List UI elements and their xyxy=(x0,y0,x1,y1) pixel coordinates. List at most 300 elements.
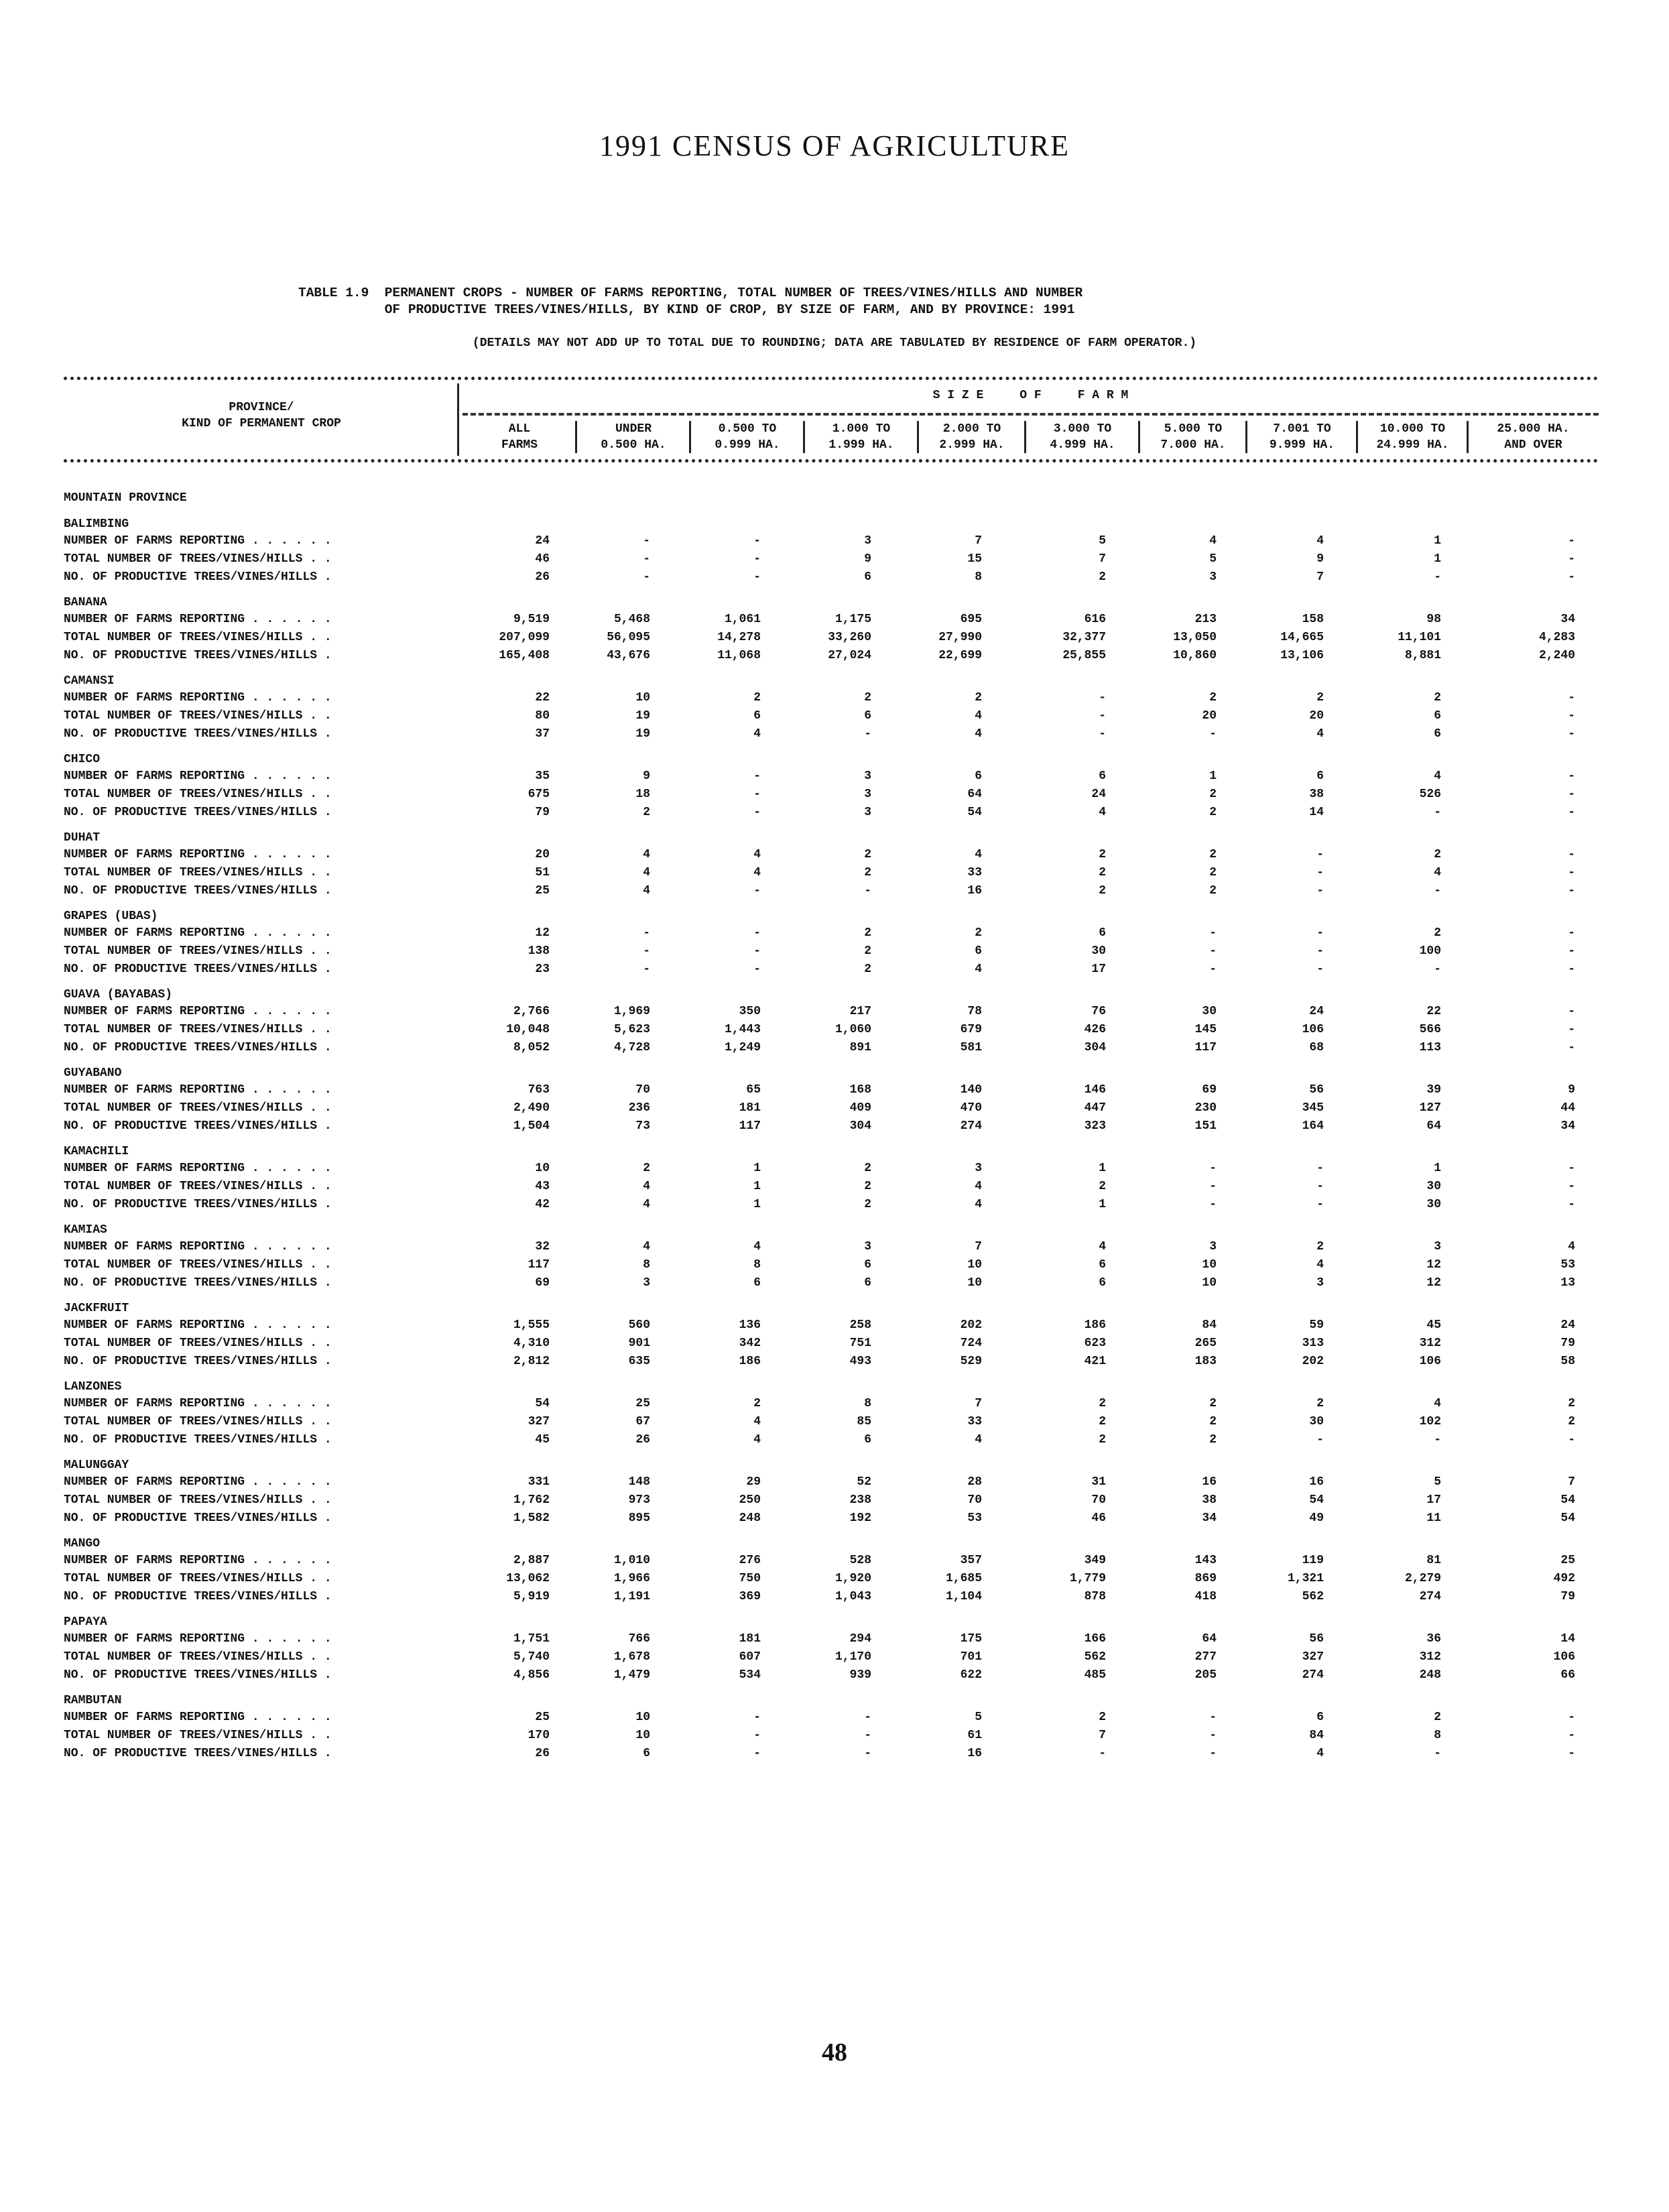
table-cell: 1,175 xyxy=(834,613,871,626)
column-header xyxy=(1026,421,1139,453)
table-cell: 33 xyxy=(967,866,982,879)
table-cell: 1,678 xyxy=(613,1650,650,1664)
table-cell: - xyxy=(1568,1041,1575,1054)
table-cell: - xyxy=(1568,788,1575,801)
table-cell: 9 xyxy=(1568,1083,1575,1097)
table-cell: 20 xyxy=(1309,709,1324,723)
table-cell: 6 xyxy=(1099,1258,1106,1272)
column-header-line-2: 0.500 HA. xyxy=(601,438,666,452)
table-cell: - xyxy=(1568,1162,1575,1175)
table-cell: 166 xyxy=(1084,1632,1106,1646)
table-cell: 4 xyxy=(975,1180,982,1193)
table-cell: 2 xyxy=(864,963,871,976)
table-cell: - xyxy=(643,570,650,584)
crop-block xyxy=(64,1536,1599,1606)
table-cell: 10 xyxy=(635,1729,650,1742)
table-cell: 4 xyxy=(1099,806,1106,819)
table-cell: 4 xyxy=(1099,1240,1106,1253)
table-cell: 119 xyxy=(1302,1554,1324,1567)
table-cell: 24 xyxy=(535,534,550,548)
table-cell: 36 xyxy=(1426,1632,1441,1646)
table-cell: 3 xyxy=(864,1240,871,1253)
table-cell: 560 xyxy=(628,1318,650,1332)
row-label: NUMBER OF FARMS REPORTING . . . . . . xyxy=(64,1397,332,1410)
table-cell: 67 xyxy=(635,1415,650,1428)
column-header-line-2: 1.999 HA. xyxy=(828,438,894,452)
table-cell: 1,582 xyxy=(513,1512,550,1525)
table-cell: 3 xyxy=(864,806,871,819)
table-cell: 4,310 xyxy=(513,1337,550,1350)
crop-name: MALUNGGAY xyxy=(64,1459,129,1472)
stub-header xyxy=(64,400,459,432)
table-cell: 4 xyxy=(643,848,650,861)
row-label: NUMBER OF FARMS REPORTING . . . . . . xyxy=(64,1554,332,1567)
column-divider xyxy=(1356,421,1358,453)
table-cell: 274 xyxy=(960,1119,982,1133)
table-cell: - xyxy=(1568,848,1575,861)
table-cell: - xyxy=(1568,1198,1575,1211)
table-cell: 2 xyxy=(1568,1397,1575,1410)
table-cell: - xyxy=(1099,709,1106,723)
table-row xyxy=(64,1431,1599,1449)
table-cell: 16 xyxy=(967,1747,982,1760)
table-cell: 26 xyxy=(535,1747,550,1760)
table-cell: 6 xyxy=(864,1276,871,1290)
caption-line-1: TABLE 1.9 PERMANENT CROPS - NUMBER OF FARMS REPORTING, TOTAL NUMBER OF TREES/VINES/HILLS AND NUMBER xyxy=(298,286,1083,300)
table-cell: 138 xyxy=(528,944,550,958)
table-cell: 2 xyxy=(753,691,761,704)
table-row xyxy=(64,1709,1599,1727)
table-cell: 6 xyxy=(975,944,982,958)
table-cell: 35 xyxy=(535,770,550,783)
column-header-line-1: 3.000 TO xyxy=(1053,422,1112,436)
table-cell: 79 xyxy=(535,806,550,819)
table-cell: 98 xyxy=(1426,613,1441,626)
table-cell: 1 xyxy=(1434,552,1441,566)
table-cell: 6 xyxy=(1099,1276,1106,1290)
table-cell: 59 xyxy=(1309,1318,1324,1332)
table-cell: 622 xyxy=(960,1668,982,1682)
table-cell: 248 xyxy=(739,1512,761,1525)
table-row xyxy=(64,786,1599,804)
table-cell: 38 xyxy=(1309,788,1324,801)
table-cell: 581 xyxy=(960,1041,982,1054)
table-cell: 2 xyxy=(1316,1240,1324,1253)
table-cell: 1,779 xyxy=(1069,1572,1106,1585)
table-row xyxy=(64,689,1599,707)
table-cell: - xyxy=(1434,570,1441,584)
table-cell: 213 xyxy=(1194,613,1217,626)
table-cell: 207,099 xyxy=(499,631,550,644)
table-cell: 2 xyxy=(864,848,871,861)
row-label: TOTAL NUMBER OF TREES/VINES/HILLS . . xyxy=(64,1415,332,1428)
table-cell: 33 xyxy=(967,1415,982,1428)
table-cell: 274 xyxy=(1302,1668,1324,1682)
table-cell: 69 xyxy=(1202,1083,1217,1097)
table-cell: 3 xyxy=(975,1162,982,1175)
table-cell: 39 xyxy=(1426,1083,1441,1097)
table-cell: 84 xyxy=(1309,1729,1324,1742)
table-row xyxy=(64,647,1599,665)
table-cell: 4 xyxy=(975,727,982,741)
table-cell: 56 xyxy=(1309,1083,1324,1097)
table-cell: 10 xyxy=(1202,1258,1217,1272)
table-cell: 7 xyxy=(975,1397,982,1410)
table-cell: - xyxy=(1568,570,1575,584)
row-label: NO. OF PRODUCTIVE TREES/VINES/HILLS . xyxy=(64,1668,332,1682)
crop-block xyxy=(64,1614,1599,1684)
table-cell: 2 xyxy=(1209,1433,1217,1447)
table-cell: 15 xyxy=(967,552,982,566)
table-cell: 25,855 xyxy=(1062,649,1106,662)
row-label: TOTAL NUMBER OF TREES/VINES/HILLS . . xyxy=(64,866,332,879)
row-label: NUMBER OF FARMS REPORTING . . . . . . xyxy=(64,1318,332,1332)
table-cell: 13,106 xyxy=(1280,649,1324,662)
table-cell: 32 xyxy=(535,1240,550,1253)
table-cell: 2 xyxy=(1209,806,1217,819)
column-header-line-1: 1.000 TO xyxy=(832,422,891,436)
table-cell: - xyxy=(753,534,761,548)
table-cell: 5,623 xyxy=(613,1023,650,1036)
table-cell: 186 xyxy=(739,1355,761,1368)
table-cell: 2 xyxy=(1099,1397,1106,1410)
table-cell: 3 xyxy=(864,770,871,783)
table-cell: - xyxy=(1209,1729,1217,1742)
table-cell: 69 xyxy=(535,1276,550,1290)
crop-name: BALIMBING xyxy=(64,517,129,531)
table-cell: 12 xyxy=(535,926,550,940)
table-cell: 22 xyxy=(1426,1005,1441,1018)
table-cell: 4 xyxy=(643,866,650,879)
table-cell: 70 xyxy=(967,1493,982,1507)
document-title: 1991 CENSUS OF AGRICULTURE xyxy=(599,129,1070,162)
table-cell: 2,887 xyxy=(513,1554,550,1567)
row-label: NUMBER OF FARMS REPORTING . . . . . . xyxy=(64,1240,332,1253)
table-cell: 143 xyxy=(1194,1554,1217,1567)
table-cell: 25 xyxy=(535,884,550,898)
table-cell: 236 xyxy=(628,1101,650,1115)
table-cell: 4 xyxy=(1316,1258,1324,1272)
table-cell: 2 xyxy=(1434,926,1441,940)
table-cell: 566 xyxy=(1419,1023,1441,1036)
table-cell: 248 xyxy=(1419,1668,1441,1682)
table-cell: 27,990 xyxy=(938,631,982,644)
table-cell: 6 xyxy=(753,1276,761,1290)
table-cell: 127 xyxy=(1419,1101,1441,1115)
table-cell: - xyxy=(1568,1711,1575,1724)
table-cell: 869 xyxy=(1194,1572,1217,1585)
table-cell: 26 xyxy=(635,1433,650,1447)
row-label: NUMBER OF FARMS REPORTING . . . . . . xyxy=(64,1005,332,1018)
table-cell: - xyxy=(1434,963,1441,976)
table-cell: 64 xyxy=(1426,1119,1441,1133)
table-cell: 2 xyxy=(1209,884,1217,898)
table-cell: 2 xyxy=(1434,1711,1441,1724)
table-cell: - xyxy=(1316,848,1324,861)
table-cell: 1,010 xyxy=(613,1554,650,1567)
table-cell: 4 xyxy=(753,727,761,741)
crop-block xyxy=(64,516,1599,587)
table-row xyxy=(64,1274,1599,1292)
table-cell: 1,061 xyxy=(724,613,761,626)
table-cell: 426 xyxy=(1084,1023,1106,1036)
table-cell: 186 xyxy=(1084,1318,1106,1332)
table-cell: 276 xyxy=(739,1554,761,1567)
table-cell: 4 xyxy=(975,1433,982,1447)
table-cell: 10,860 xyxy=(1173,649,1217,662)
table-cell: 16 xyxy=(1202,1475,1217,1489)
table-cell: 2 xyxy=(1209,1415,1217,1428)
table-cell: 7 xyxy=(975,1240,982,1253)
table-cell: 1 xyxy=(753,1198,761,1211)
table-cell: 10 xyxy=(635,691,650,704)
table-cell: 891 xyxy=(849,1041,871,1054)
table-cell: 51 xyxy=(535,866,550,879)
table-cell: - xyxy=(753,806,761,819)
table-cell: 1,043 xyxy=(834,1590,871,1603)
table-cell: 17 xyxy=(1426,1493,1441,1507)
table-row xyxy=(64,1413,1599,1431)
table-row xyxy=(64,568,1599,587)
table-cell: 4 xyxy=(753,1433,761,1447)
table-cell: 2,279 xyxy=(1404,1572,1441,1585)
table-cell: 18 xyxy=(635,788,650,801)
table-cell: 151 xyxy=(1194,1119,1217,1133)
table-cell: 2,812 xyxy=(513,1355,550,1368)
table-cell: 5,919 xyxy=(513,1590,550,1603)
table-cell: 2 xyxy=(864,1198,871,1211)
table-cell: 562 xyxy=(1302,1590,1324,1603)
table-cell: 4 xyxy=(1434,866,1441,879)
table-cell: 165,408 xyxy=(499,649,550,662)
table-cell: 24 xyxy=(1091,788,1106,801)
table-cell: 117 xyxy=(528,1258,550,1272)
table-row xyxy=(64,767,1599,786)
province-heading: MOUNTAIN PROVINCE xyxy=(64,491,187,505)
table-cell: 22,699 xyxy=(938,649,982,662)
row-label: NUMBER OF FARMS REPORTING . . . . . . xyxy=(64,1162,332,1175)
table-cell: 2 xyxy=(1316,1397,1324,1410)
row-label: TOTAL NUMBER OF TREES/VINES/HILLS . . xyxy=(64,1729,332,1742)
table-row xyxy=(64,707,1599,725)
table-cell: 30 xyxy=(1426,1180,1441,1193)
table-cell: - xyxy=(1209,1747,1217,1760)
table-cell: - xyxy=(1434,1747,1441,1760)
table-cell: 12 xyxy=(1426,1276,1441,1290)
column-header-line-1: ALL xyxy=(508,422,531,436)
table-cell: 2 xyxy=(1099,884,1106,898)
row-label: TOTAL NUMBER OF TREES/VINES/HILLS . . xyxy=(64,944,332,958)
table-cell: - xyxy=(753,570,761,584)
table-cell: 158 xyxy=(1302,613,1324,626)
table-cell: 529 xyxy=(960,1355,982,1368)
table-cell: 751 xyxy=(849,1337,871,1350)
table-cell: - xyxy=(753,1729,761,1742)
table-row xyxy=(64,1021,1599,1039)
table-cell: 1,762 xyxy=(513,1493,550,1507)
table-cell: 409 xyxy=(849,1101,871,1115)
table-cell: 369 xyxy=(739,1590,761,1603)
table-cell: - xyxy=(1099,691,1106,704)
table-cell: - xyxy=(1316,866,1324,879)
table-cell: 2 xyxy=(1099,570,1106,584)
table-cell: 5 xyxy=(975,1711,982,1724)
table-cell: 323 xyxy=(1084,1119,1106,1133)
table-cell: 2 xyxy=(864,866,871,879)
table-cell: - xyxy=(1209,963,1217,976)
table-cell: - xyxy=(1568,770,1575,783)
table-cell: - xyxy=(1568,709,1575,723)
crop-block xyxy=(64,1065,1599,1135)
crop-name: DUHAT xyxy=(64,831,101,845)
table-cell: 10 xyxy=(535,1162,550,1175)
table-row xyxy=(64,1081,1599,1099)
column-header-line-1: 7.001 TO xyxy=(1273,422,1331,436)
crop-name: KAMACHILI xyxy=(64,1145,129,1158)
table-cell: 8 xyxy=(1434,1729,1441,1742)
table-cell: 2 xyxy=(643,806,650,819)
table-cell: 878 xyxy=(1084,1590,1106,1603)
header-top-rule xyxy=(64,377,1599,380)
table-cell: 8,881 xyxy=(1404,649,1441,662)
table-cell: 5 xyxy=(1209,552,1217,566)
table-cell: 1 xyxy=(1099,1198,1106,1211)
table-cell: 2 xyxy=(1209,788,1217,801)
column-divider xyxy=(1467,421,1469,453)
table-cell: - xyxy=(1316,1433,1324,1447)
row-label: TOTAL NUMBER OF TREES/VINES/HILLS . . xyxy=(64,1337,332,1350)
table-cell: 350 xyxy=(739,1005,761,1018)
row-label: NO. OF PRODUCTIVE TREES/VINES/HILLS . xyxy=(64,1590,332,1603)
table-cell: 181 xyxy=(739,1101,761,1115)
crop-name: RAMBUTAN xyxy=(64,1694,122,1707)
crop-block xyxy=(64,673,1599,743)
table-cell: 56 xyxy=(1309,1632,1324,1646)
column-header xyxy=(1139,421,1247,453)
row-label: TOTAL NUMBER OF TREES/VINES/HILLS . . xyxy=(64,1180,332,1193)
row-label: TOTAL NUMBER OF TREES/VINES/HILLS . . xyxy=(64,631,332,644)
table-cell: - xyxy=(753,926,761,940)
table-row xyxy=(64,1196,1599,1214)
table-row xyxy=(64,550,1599,568)
column-header xyxy=(804,421,918,453)
table-cell: 1,191 xyxy=(613,1590,650,1603)
table-cell: 5 xyxy=(1434,1475,1441,1489)
table-row xyxy=(64,1552,1599,1570)
table-cell: 4 xyxy=(975,1198,982,1211)
column-header-line-2: AND OVER xyxy=(1504,438,1562,452)
table-row xyxy=(64,961,1599,979)
crop-name: GUYABANO xyxy=(64,1066,122,1080)
column-divider xyxy=(689,421,691,453)
table-cell: 2 xyxy=(1434,848,1441,861)
table-cell: - xyxy=(643,944,650,958)
table-cell: 70 xyxy=(635,1083,650,1097)
row-label: TOTAL NUMBER OF TREES/VINES/HILLS . . xyxy=(64,1493,332,1507)
row-label: NUMBER OF FARMS REPORTING . . . . . . xyxy=(64,848,332,861)
table-cell: 7 xyxy=(1099,552,1106,566)
table-cell: 34 xyxy=(1560,613,1575,626)
column-header xyxy=(576,421,690,453)
table-cell: 54 xyxy=(1309,1493,1324,1507)
table-cell: 4 xyxy=(643,1198,650,1211)
table-cell: - xyxy=(1568,866,1575,879)
table-row xyxy=(64,611,1599,629)
table-cell: 53 xyxy=(1560,1258,1575,1272)
table-cell: 7 xyxy=(975,534,982,548)
table-cell: 52 xyxy=(857,1475,871,1489)
table-cell: 6 xyxy=(864,709,871,723)
table-cell: 3 xyxy=(1434,1240,1441,1253)
table-cell: 140 xyxy=(960,1083,982,1097)
column-header-line-2: 7.000 HA. xyxy=(1160,438,1226,452)
column-divider xyxy=(917,421,919,453)
table-cell: - xyxy=(1568,691,1575,704)
table-cell: 4 xyxy=(643,1240,650,1253)
row-label: NO. OF PRODUCTIVE TREES/VINES/HILLS . xyxy=(64,1119,332,1133)
table-cell: 7 xyxy=(1099,1729,1106,1742)
row-label: NO. OF PRODUCTIVE TREES/VINES/HILLS . xyxy=(64,884,332,898)
table-cell: - xyxy=(753,770,761,783)
table-cell: 8 xyxy=(643,1258,650,1272)
row-label: NUMBER OF FARMS REPORTING . . . . . . xyxy=(64,1083,332,1097)
table-cell: 2 xyxy=(643,1162,650,1175)
table-cell: - xyxy=(643,534,650,548)
crop-name: CAMANSI xyxy=(64,674,115,688)
table-cell: 2,240 xyxy=(1538,649,1575,662)
table-cell: 46 xyxy=(535,552,550,566)
table-cell: - xyxy=(1434,884,1441,898)
table-cell: 4 xyxy=(975,709,982,723)
row-label: NUMBER OF FARMS REPORTING . . . . . . xyxy=(64,613,332,626)
table-cell: 106 xyxy=(1553,1650,1575,1664)
table-cell: 6 xyxy=(753,709,761,723)
table-cell: 2,766 xyxy=(513,1005,550,1018)
table-row xyxy=(64,1099,1599,1117)
table-cell: 724 xyxy=(960,1337,982,1350)
table-cell: 4 xyxy=(753,1415,761,1428)
table-cell: 3 xyxy=(1316,1276,1324,1290)
table-cell: 10 xyxy=(1202,1276,1217,1290)
table-cell: - xyxy=(1568,884,1575,898)
table-cell: 470 xyxy=(960,1101,982,1115)
table-cell: 16 xyxy=(967,884,982,898)
table-cell: 54 xyxy=(1560,1512,1575,1525)
table-cell: 65 xyxy=(746,1083,761,1097)
table-cell: 37 xyxy=(535,727,550,741)
table-cell: 4 xyxy=(753,866,761,879)
table-cell: - xyxy=(864,727,871,741)
table-cell: 4 xyxy=(1316,1747,1324,1760)
table-cell: 85 xyxy=(857,1415,871,1428)
table-cell: 29 xyxy=(746,1475,761,1489)
table-cell: 42 xyxy=(535,1198,550,1211)
table-cell: - xyxy=(753,552,761,566)
row-label: NO. OF PRODUCTIVE TREES/VINES/HILLS . xyxy=(64,806,332,819)
table-cell: 901 xyxy=(628,1337,650,1350)
table-body xyxy=(64,483,1599,1771)
table-row xyxy=(64,846,1599,864)
table-cell: 11,068 xyxy=(717,649,761,662)
table-cell: 1 xyxy=(1099,1162,1106,1175)
table-cell: - xyxy=(1209,1198,1217,1211)
table-cell: 79 xyxy=(1560,1337,1575,1350)
crop-name: BANANA xyxy=(64,596,107,609)
crop-block xyxy=(64,1144,1599,1214)
table-cell: 2 xyxy=(1099,1433,1106,1447)
row-label: NO. OF PRODUCTIVE TREES/VINES/HILLS . xyxy=(64,1198,332,1211)
table-cell: 46 xyxy=(1091,1512,1106,1525)
